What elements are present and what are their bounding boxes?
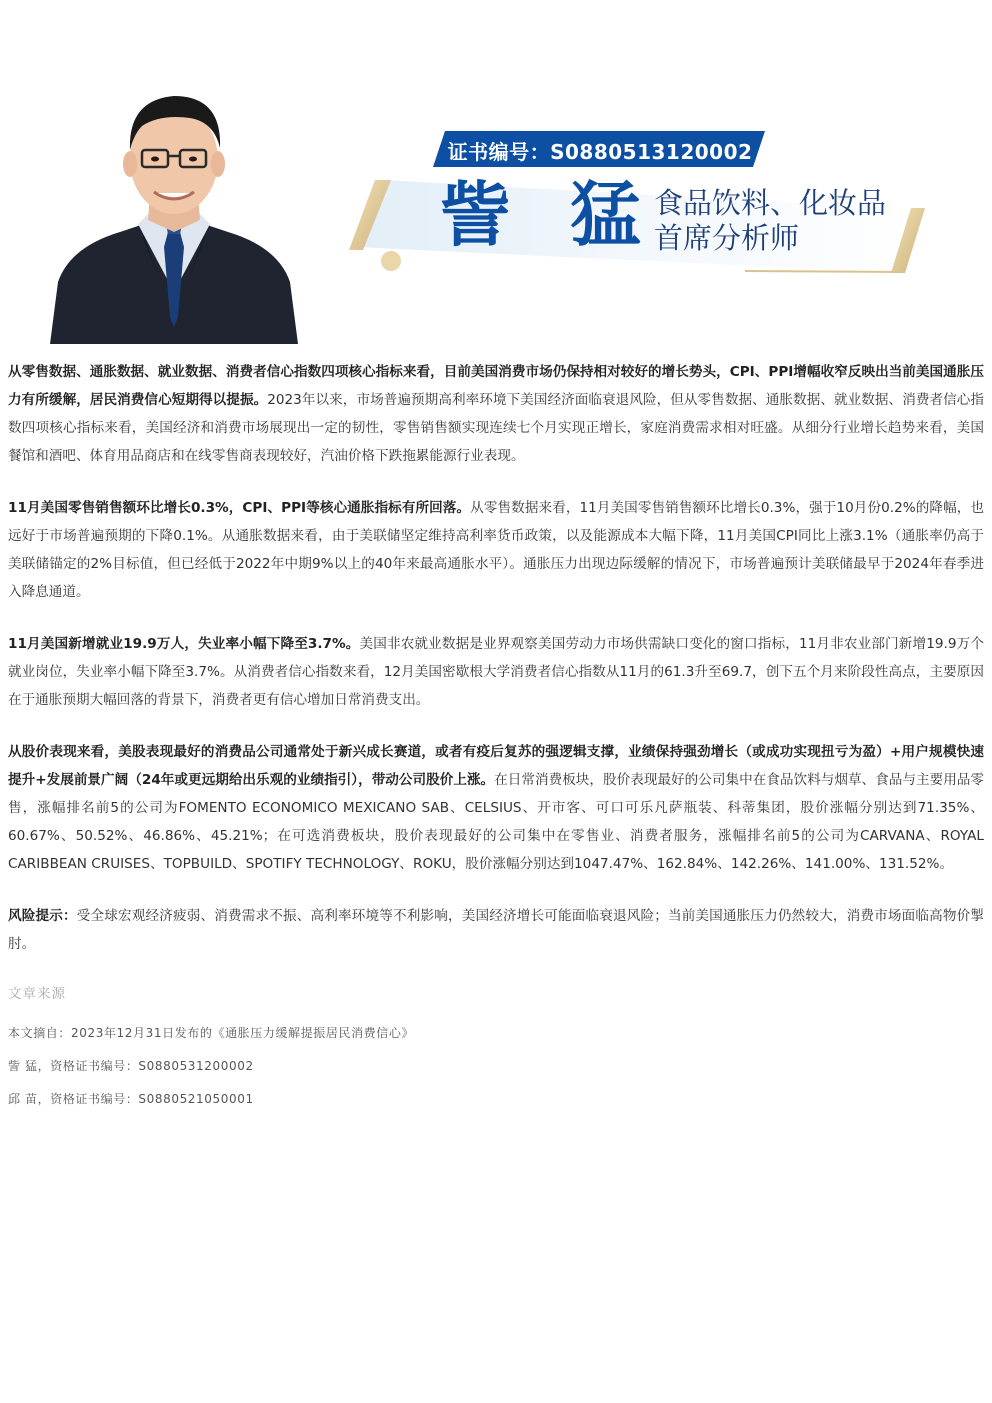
- paragraph-text: 受全球宏观经济疲弱、消费需求不振、高利率环境等不利影响，美国经济增长可能面临衰退风险；当前美国通胀压力仍然较大，消费市场面临高物价掣肘。: [8, 908, 985, 952]
- source-author-line: 訾 猛，资格证书编号：S0880531200002: [8, 1059, 254, 1073]
- paragraph-lead: 从股价表现来看，美股表现最好的消费品公司通常处于新兴成长赛道，或者有疫后复苏的强逻辑支撑，业绩保持强劲增长（或成功实现扭亏为盈）+用户规模快速提升+发展前景广阔（24年或更远期给出乐观的业绩指引），带动公司股价上涨。: [8, 744, 984, 788]
- paragraph-lead: 11月美国新增就业19.9万人，失业率小幅下降至3.7%。: [8, 636, 360, 652]
- analyst-portrait: [50, 82, 298, 344]
- paragraph-text: 2023年以来，市场普遍预期高利率环境下美国经济面临衰退风险，但从零售数据、通胀数据、就业数据、消费者信心指数四项核心指标来看，美国经济和消费市场展现出一定的韧性，零售销售额实现连续七个月实现正增长，家庭消费需求相对旺盛。从细分行业增长趋势来看，美国餐馆和酒吧、体育用品商店和在线零售商表现较好，汽油价格下跌拖累能源行业表现。: [8, 392, 985, 464]
- analyst-banner: [0, 0, 992, 345]
- paragraph-lead: 风险提示：: [8, 908, 77, 924]
- certificate-number: 证书编号：S0880513120002: [447, 139, 753, 164]
- paragraph-consumption-overview: [8, 358, 984, 470]
- article-body: [8, 358, 984, 1123]
- paragraph-text: 从零售数据来看，11月美国零售销售额环比增长0.3%，强于10月份0.2%的降幅，也远好于市场普遍预期的下降0.1%。从通胀数据来看，由于美联储坚定维持高利率货币政策，以及能源成本大幅下降，11月美国CPI同比上涨3.1%（通胀率仍高于美联储锚定的2%目标值，但已经低于2022年中期9%以上的40年来最高通胀水平）。通胀压力出现边际缓解的情况下，市场普遍预计美联储最早于2024年春季进入降息通道。: [8, 500, 984, 600]
- paragraph-risk-warning: [8, 902, 984, 958]
- paragraph-text: 美国非农就业数据是业界观察美国劳动力市场供需缺口变化的窗口指标，11月非农业部门新增19.9万个就业岗位，失业率小幅下降至3.7%。从消费者信心指数来看，12月美国密歇根大学消费者信心指数从11月的61.3升至69.7，创下五个月来阶段性高点，主要原因在于通胀预期大幅回落的背景下，消费者更有信心增加日常消费支出。: [8, 636, 984, 708]
- paragraph-retail-inflation: [8, 494, 984, 606]
- analyst-role: [654, 186, 886, 256]
- certificate-strip: [440, 132, 760, 168]
- source-heading: 文章来源: [8, 986, 66, 1002]
- paragraph-lead: 从零售数据、通胀数据、就业数据、消费者信心指数四项核心指标来看，目前美国消费市场仍保持相对较好的增长势头，CPI、PPI增幅收窄反映出当前美国通胀压力有所缓解，居民消费信心短期得以提振。: [8, 364, 984, 408]
- source-excerpt-line: 本文摘自：2023年12月31日发布的《通胀压力缓解提振居民消费信心》: [8, 1026, 415, 1040]
- role-line-2: 首席分析师: [654, 221, 800, 255]
- paragraph-text: 在日常消费板块，股价表现最好的公司集中在食品饮料与烟草、食品与主要用品零售，涨幅排名前5的公司为FOMENTO ECONOMICO MEXICANO SAB、CELSIUS、开市客、可口可乐凡萨瓶装、科蒂集团，股价涨幅分别达到71.35%、60.67%、50.52%、46.86%、45.21%；在可选消费板块，股价表现最好的公司集中在零售业、消费者服务，涨幅排名前5的公司为CARVANA、ROYAL CARIBBEAN CRUISES、TOPBUILD、SPOTIFY TECHNOLOGY、ROKU，股价涨幅分别达到1047.47%、162.84%、142.26%、141.00%、131.52%。: [8, 772, 984, 872]
- analyst-name: 訾 猛: [440, 173, 659, 256]
- paragraph-employment: [8, 630, 984, 714]
- role-line-1: 食品饮料、化妆品: [654, 186, 887, 220]
- source-author-line: 邱 苗，资格证书编号：S0880521050001: [8, 1092, 254, 1106]
- paragraph-stock-performance: [8, 738, 984, 878]
- paragraph-lead: 11月美国零售销售额环比增长0.3%，CPI、PPI等核心通胀指标有所回落。: [8, 500, 471, 516]
